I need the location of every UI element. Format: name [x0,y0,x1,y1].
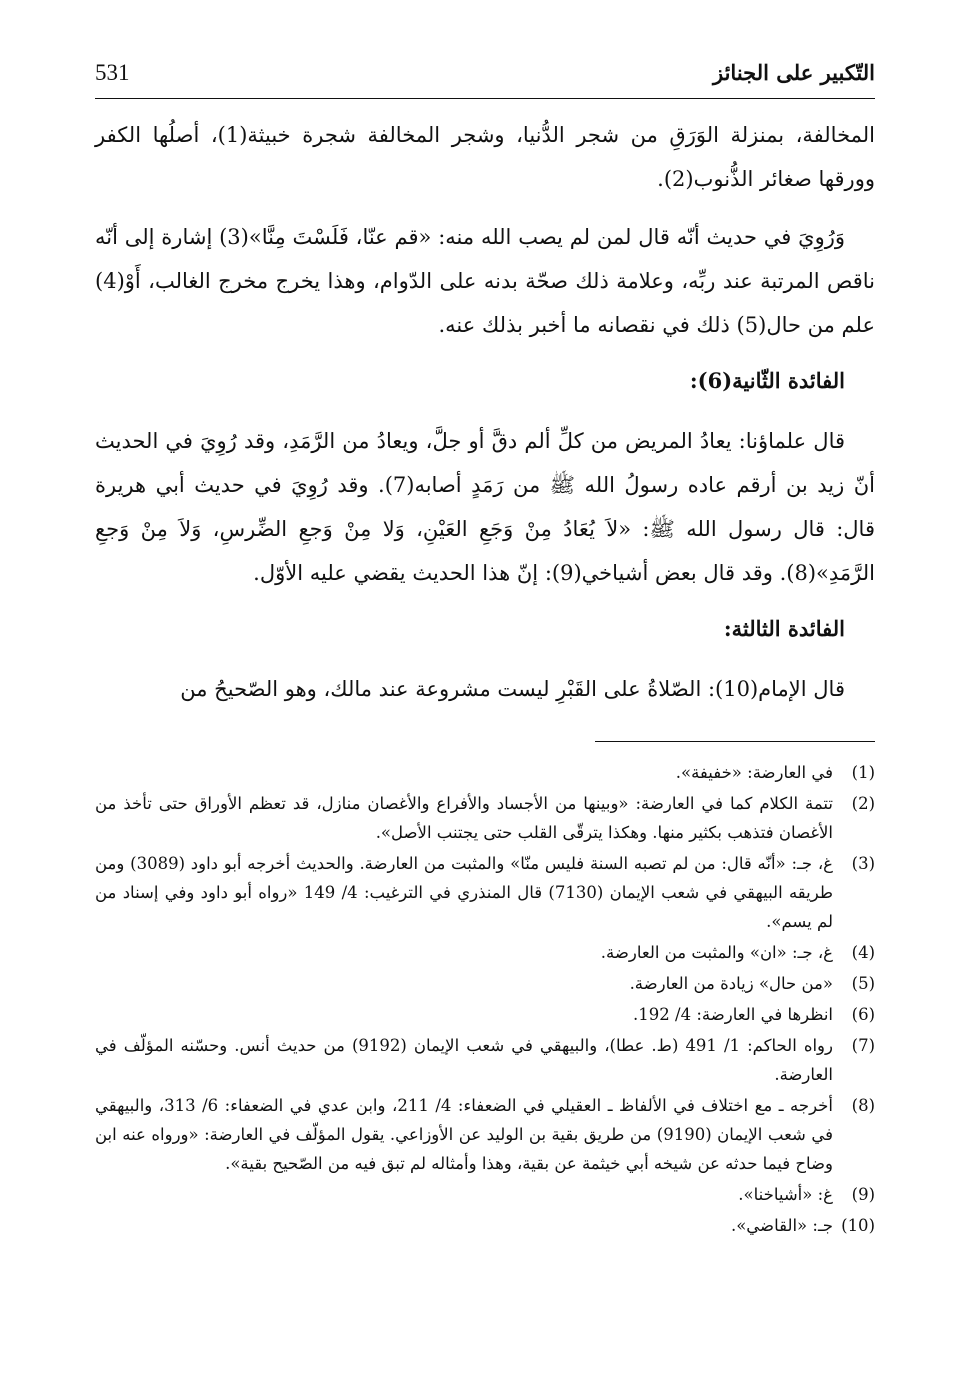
footnote [95,849,875,936]
footnote-number: (9) [851,1185,875,1204]
footnotes [95,758,875,1240]
footnote-number: (6) [851,1005,875,1024]
main-text [95,113,875,711]
footnote-number: (10) [841,1216,875,1235]
footnote-number: (8) [851,1096,875,1115]
footnote-number: (3) [851,854,875,873]
footnote-text: رواه الحاكم: 1/ 491 (ط. عطا)، والبيهقي في شعب الإيمان (9192) من حديث أنس. وحسّنه المؤلّف في العارضة. [95,1036,833,1084]
footnote-text: انظرها في العارضة: 4/ 192. [633,1005,833,1024]
footnote-text: غ: «أشياخنا». [738,1185,833,1204]
footnote-text: غ، جـ: «أنّه قال: من لم تصبه السنة فليس منّا» والمثبت من العارضة. والحديث أخرجه أبو داود (3089) ومن طريقه البيهقي في شعب الإيمان (7130) قال المنذري في الترغيب: 4/ 149 «رواه أبو داود وفي إسناد من لم يسم». [95,854,833,931]
footnote [95,938,875,967]
footnote-number: (2) [851,794,875,813]
footnote-number: (7) [851,1036,875,1055]
footnote [95,758,875,787]
footnote [95,789,875,847]
footnote-number: (1) [851,763,875,782]
footnote-number: (5) [851,974,875,993]
paragraph-1: المخالفة، بمنزلة الوَرَقِ من شجر الدُّنيا، وشجر المخالفة شجرة خبيثة(1)، أصلُها الكفر وورقها صغائر الذُّنوب(2). [95,123,876,191]
footnote [95,1211,875,1240]
footnote-text: في العارضة: «خفيفة». [675,763,833,782]
footnote-text: تتمة الكلام كما في العارضة: «وبينها من الأجساد والأفراع والأغصان منازل، قد تعظم الأوراق حتى تأخذ من الأغصان فتذهب بكثير منها. وهكذا يترقّى القلب حتى يجتنب الأصل». [95,794,833,842]
running-title: التّكبير على الجنائز [713,60,875,85]
footnote-text: أخرجه ـ مع اختلاف في الألفاظ ـ العقيلي في الضعفاء: 4/ 211، وابن عدي في الضعفاء: 6/ 313، والبيهقي في شعب الإيمان (9190) من طريق بقية بن الوليد عن الأوزاعي. يقول المؤلّف في العارضة: «ورواه عنه ابن وضاح فيما حدثه عن شيخه أبي خيثمة عن بقية، وهذا وأمثاله لم تبق فيه من الصّحيح بقية». [95,1096,833,1173]
footnote [95,1180,875,1209]
footnote [95,1000,875,1029]
footnote [95,1031,875,1089]
document-page [95,60,875,1242]
footnote-text: «من حال» زيادة من العارضة. [629,974,833,993]
footnote [95,1091,875,1178]
paragraph-4: قال الإمام(10): الصّلاةُ على القَبْرِ ليست مشروعة عند مالك، وهو الصّحيحُ من [180,677,845,701]
footnote-text: غ، جـ: «ان» والمثبت من العارضة. [600,943,833,962]
footnote-text: جـ: «القاضي». [730,1216,833,1235]
page-number: 531 [95,60,130,85]
section-heading-3: الفائدة الثالثة: [723,616,845,641]
footnote-divider [595,741,875,742]
paragraph-2: وَرُوِيَ في حديث أنّه قال لمن لم يصب الله منه: «قم عنّا، فَلَسْتَ مِنَّا»(3) إشارة إلى أنّه ناقص المرتبة عند ربِّه، وعلامة ذلك صحّة بدنه على الدّوام، وهذا يخرج مخرج الغالب، أَوْ(4) علم من حال(5) ذلك في نقصانه ما أخبر بذلك عنه. [95,225,875,337]
paragraph-3: قال علماؤنا: يعادُ المريض من كلِّ ألم دقَّ أو جلَّ، ويعادُ من الرَّمَدِ، وقد رُوِيَ في الحديث أنّ زيد بن أرقم عاده رسولُ الله ﷺ من رَمَدٍ أصابه(7). وقد رُوِيَ في حديث أبي هريرة قال: قال رسول الله ﷺ: «لاَ يُعَادُ مِنْ وَجَعِ العَيْنِ، وَلا مِنْ وَجعِ الضِّرسِ، وَلاَ مِنْ وَجعِ الرَّمَدِ»(8). وقد قال بعض أشياخي(9): إنّ هذا الحديث يقضي عليه الأوّل. [95,429,875,585]
page-header [95,60,875,99]
footnote-number: (4) [851,943,875,962]
section-heading-2: الفائدة الثّانية(6): [689,368,845,393]
footnote [95,969,875,998]
